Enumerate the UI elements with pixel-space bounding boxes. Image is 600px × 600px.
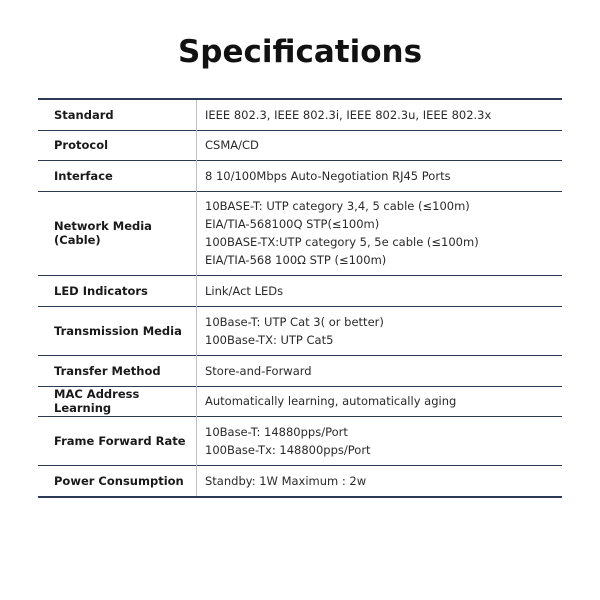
page-title: Specifications [177, 34, 423, 70]
table-row [38, 99, 562, 130]
table-row [38, 191, 562, 275]
table-row [38, 130, 562, 160]
spec-value-line: 100BASE-TX:UTP category 5, 5e cable (≤100m) [205, 235, 479, 249]
spec-label: LED Indicators [38, 275, 197, 306]
table-row [38, 355, 562, 386]
spec-value [197, 275, 563, 306]
spec-value-line: Standby: 1W Maximum : 2w [205, 473, 367, 488]
spec-label: MAC Address Learning [38, 386, 197, 416]
table-row [38, 306, 562, 355]
spec-label: Interface [38, 160, 197, 191]
spec-label: Power Consumption [38, 465, 197, 497]
spec-value-line: CSMA/CD [205, 138, 259, 152]
spec-value-line: 100Base-Tx: 148800pps/Port [205, 442, 371, 457]
table-row [38, 386, 562, 416]
spec-value-line: EIA/TIA-568 100Ω STP (≤100m) [205, 253, 387, 267]
spec-value [197, 465, 563, 497]
spec-value-line: 10Base-T: UTP Cat 3( or better) [205, 314, 384, 329]
table-row [38, 160, 562, 191]
spec-value-line: 8 10/100Mbps Auto-Negotiation RJ45 Ports [205, 168, 451, 183]
spec-value-line: 10Base-T: 14880pps/Port [205, 424, 348, 439]
table-row [38, 465, 562, 497]
spec-label: Standard [38, 99, 197, 130]
spec-value [197, 191, 563, 275]
spec-value [197, 306, 563, 355]
spec-value-line: EIA/TIA-568100Q STP(≤100m) [205, 217, 380, 231]
spec-value-line: Automatically learning, automatically aging [205, 394, 457, 408]
spec-label: Transmission Media [38, 306, 197, 355]
spec-label: Frame Forward Rate [38, 416, 197, 465]
spec-value-line: 10BASE-T: UTP category 3,4, 5 cable (≤100m) [205, 199, 470, 213]
spec-value-line: Link/Act LEDs [205, 283, 284, 298]
spec-value [197, 386, 563, 416]
spec-value-line: 100Base-TX: UTP Cat5 [205, 332, 334, 347]
spec-value [197, 160, 563, 191]
spec-value [197, 130, 563, 160]
table-row [38, 416, 562, 465]
spec-value [197, 355, 563, 386]
specifications-table [38, 98, 562, 498]
spec-value [197, 416, 563, 465]
spec-label: Network Media (Cable) [38, 191, 197, 275]
spec-label: Protocol [38, 130, 197, 160]
table-row [38, 275, 562, 306]
spec-value-line: Store-and-Forward [205, 363, 312, 378]
spec-value-line: IEEE 802.3, IEEE 802.3i, IEEE 802.3u, IEEE 802.3x [205, 107, 492, 122]
spec-value [197, 99, 563, 130]
spec-label: Transfer Method [38, 355, 197, 386]
